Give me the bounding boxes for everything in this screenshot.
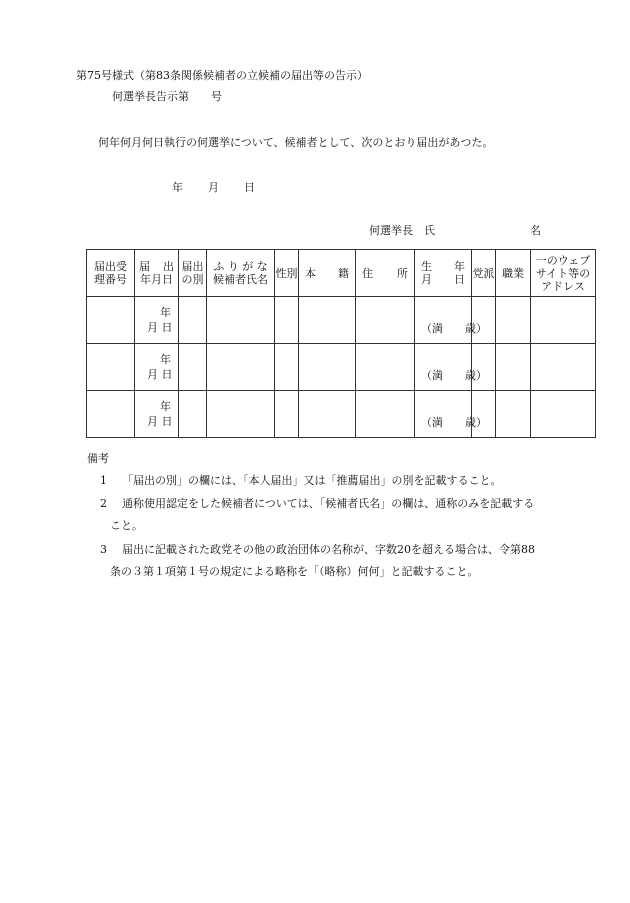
birth-date-cell <box>415 297 487 344</box>
header-address: 住 所 <box>356 250 415 297</box>
header-party: 党派 <box>472 250 496 297</box>
table-row <box>87 391 596 438</box>
sex-cell <box>275 344 299 391</box>
sex-cell <box>275 391 299 438</box>
occupation-cell <box>496 344 531 391</box>
receipt-number-cell <box>87 391 135 438</box>
filing-date-cell <box>135 391 179 438</box>
month-day-label: 月 日 <box>147 415 173 428</box>
year-label: 年 <box>160 400 171 413</box>
party-cell <box>472 344 496 391</box>
header-birth-date: 生 年 月 日 <box>415 250 472 297</box>
age-label: （満 歳） <box>421 322 487 335</box>
address-cell <box>356 297 415 344</box>
party-cell <box>472 297 496 344</box>
candidate-name-cell <box>207 297 275 344</box>
header-filing-date: 届 出 年月日 <box>135 250 179 297</box>
birth-date-cell <box>415 344 487 391</box>
remark-number: 1 <box>100 474 107 487</box>
receipt-number-cell <box>87 344 135 391</box>
party-cell <box>472 391 496 438</box>
year-label: 年 <box>160 306 171 319</box>
website-cell <box>531 297 596 344</box>
remark-text: 届出に記載された政党その他の政治団体の名称が、字数20を超える場合は、令第88 条の３第１項第１号の規定による略称を「（略称）何何」と記載すること。 <box>110 543 535 578</box>
intro-text: 何年何月何日執行の何選挙について、候補者として、次のとおり届出があつた。 <box>98 136 494 149</box>
remark-text: 通称使用認定をした候補者については、「候補者氏名」の欄は、通称のみを記載する こと。 <box>110 497 535 532</box>
signature-line <box>369 224 541 238</box>
remark-number: 3 <box>100 543 107 556</box>
filing-type-cell <box>179 391 207 438</box>
header-occupation: 職業 <box>496 250 531 297</box>
month-day-label: 月 日 <box>147 321 173 334</box>
domicile-cell <box>299 391 356 438</box>
table-header-row <box>87 250 596 297</box>
header-receipt-number: 届出受 理番号 <box>87 250 135 297</box>
signature-title: 何選挙長 氏 <box>369 224 435 237</box>
table-row <box>87 297 596 344</box>
notice-number: 何選挙長告示第 号 <box>112 90 222 103</box>
domicile-cell <box>299 344 356 391</box>
occupation-cell <box>496 297 531 344</box>
address-cell <box>356 344 415 391</box>
age-label: （満 歳） <box>421 369 487 382</box>
month-day-label: 月 日 <box>147 368 173 381</box>
age-label: （満 歳） <box>421 416 487 429</box>
date-month: 月 <box>208 181 219 194</box>
table-row <box>87 344 596 391</box>
website-cell <box>531 391 596 438</box>
remarks-heading: 備考 <box>87 452 109 465</box>
header-sex: 性別 <box>275 250 299 297</box>
date-day: 日 <box>244 181 255 194</box>
candidate-name-cell <box>207 344 275 391</box>
filing-type-cell <box>179 297 207 344</box>
header-filing-type: 届出 の別 <box>179 250 207 297</box>
header-website: 一のウェブ サイト等の アドレス <box>531 250 596 297</box>
address-cell <box>356 391 415 438</box>
header-candidate-name: ふ り が な 候補者氏名 <box>207 250 275 297</box>
occupation-cell <box>496 391 531 438</box>
receipt-number-cell <box>87 297 135 344</box>
sex-cell <box>275 297 299 344</box>
candidate-table <box>86 249 596 438</box>
remark-text: 「届出の別」の欄には、「本人届出」又は「推薦届出」の別を記載すること。 <box>122 474 502 487</box>
date-year: 年 <box>172 181 183 194</box>
birth-date-cell <box>415 391 487 438</box>
date-line <box>172 181 255 195</box>
form-title: 第75号様式（第83条関係候補者の立候補の届出等の告示） <box>76 69 368 82</box>
filing-date-cell <box>135 297 179 344</box>
header-domicile: 本 籍 <box>299 250 356 297</box>
remark-number: 2 <box>100 497 107 510</box>
filing-date-cell <box>135 344 179 391</box>
candidate-name-cell <box>207 391 275 438</box>
filing-type-cell <box>179 344 207 391</box>
signature-name-suffix: 名 <box>530 224 541 237</box>
website-cell <box>531 344 596 391</box>
year-label: 年 <box>160 353 171 366</box>
domicile-cell <box>299 297 356 344</box>
